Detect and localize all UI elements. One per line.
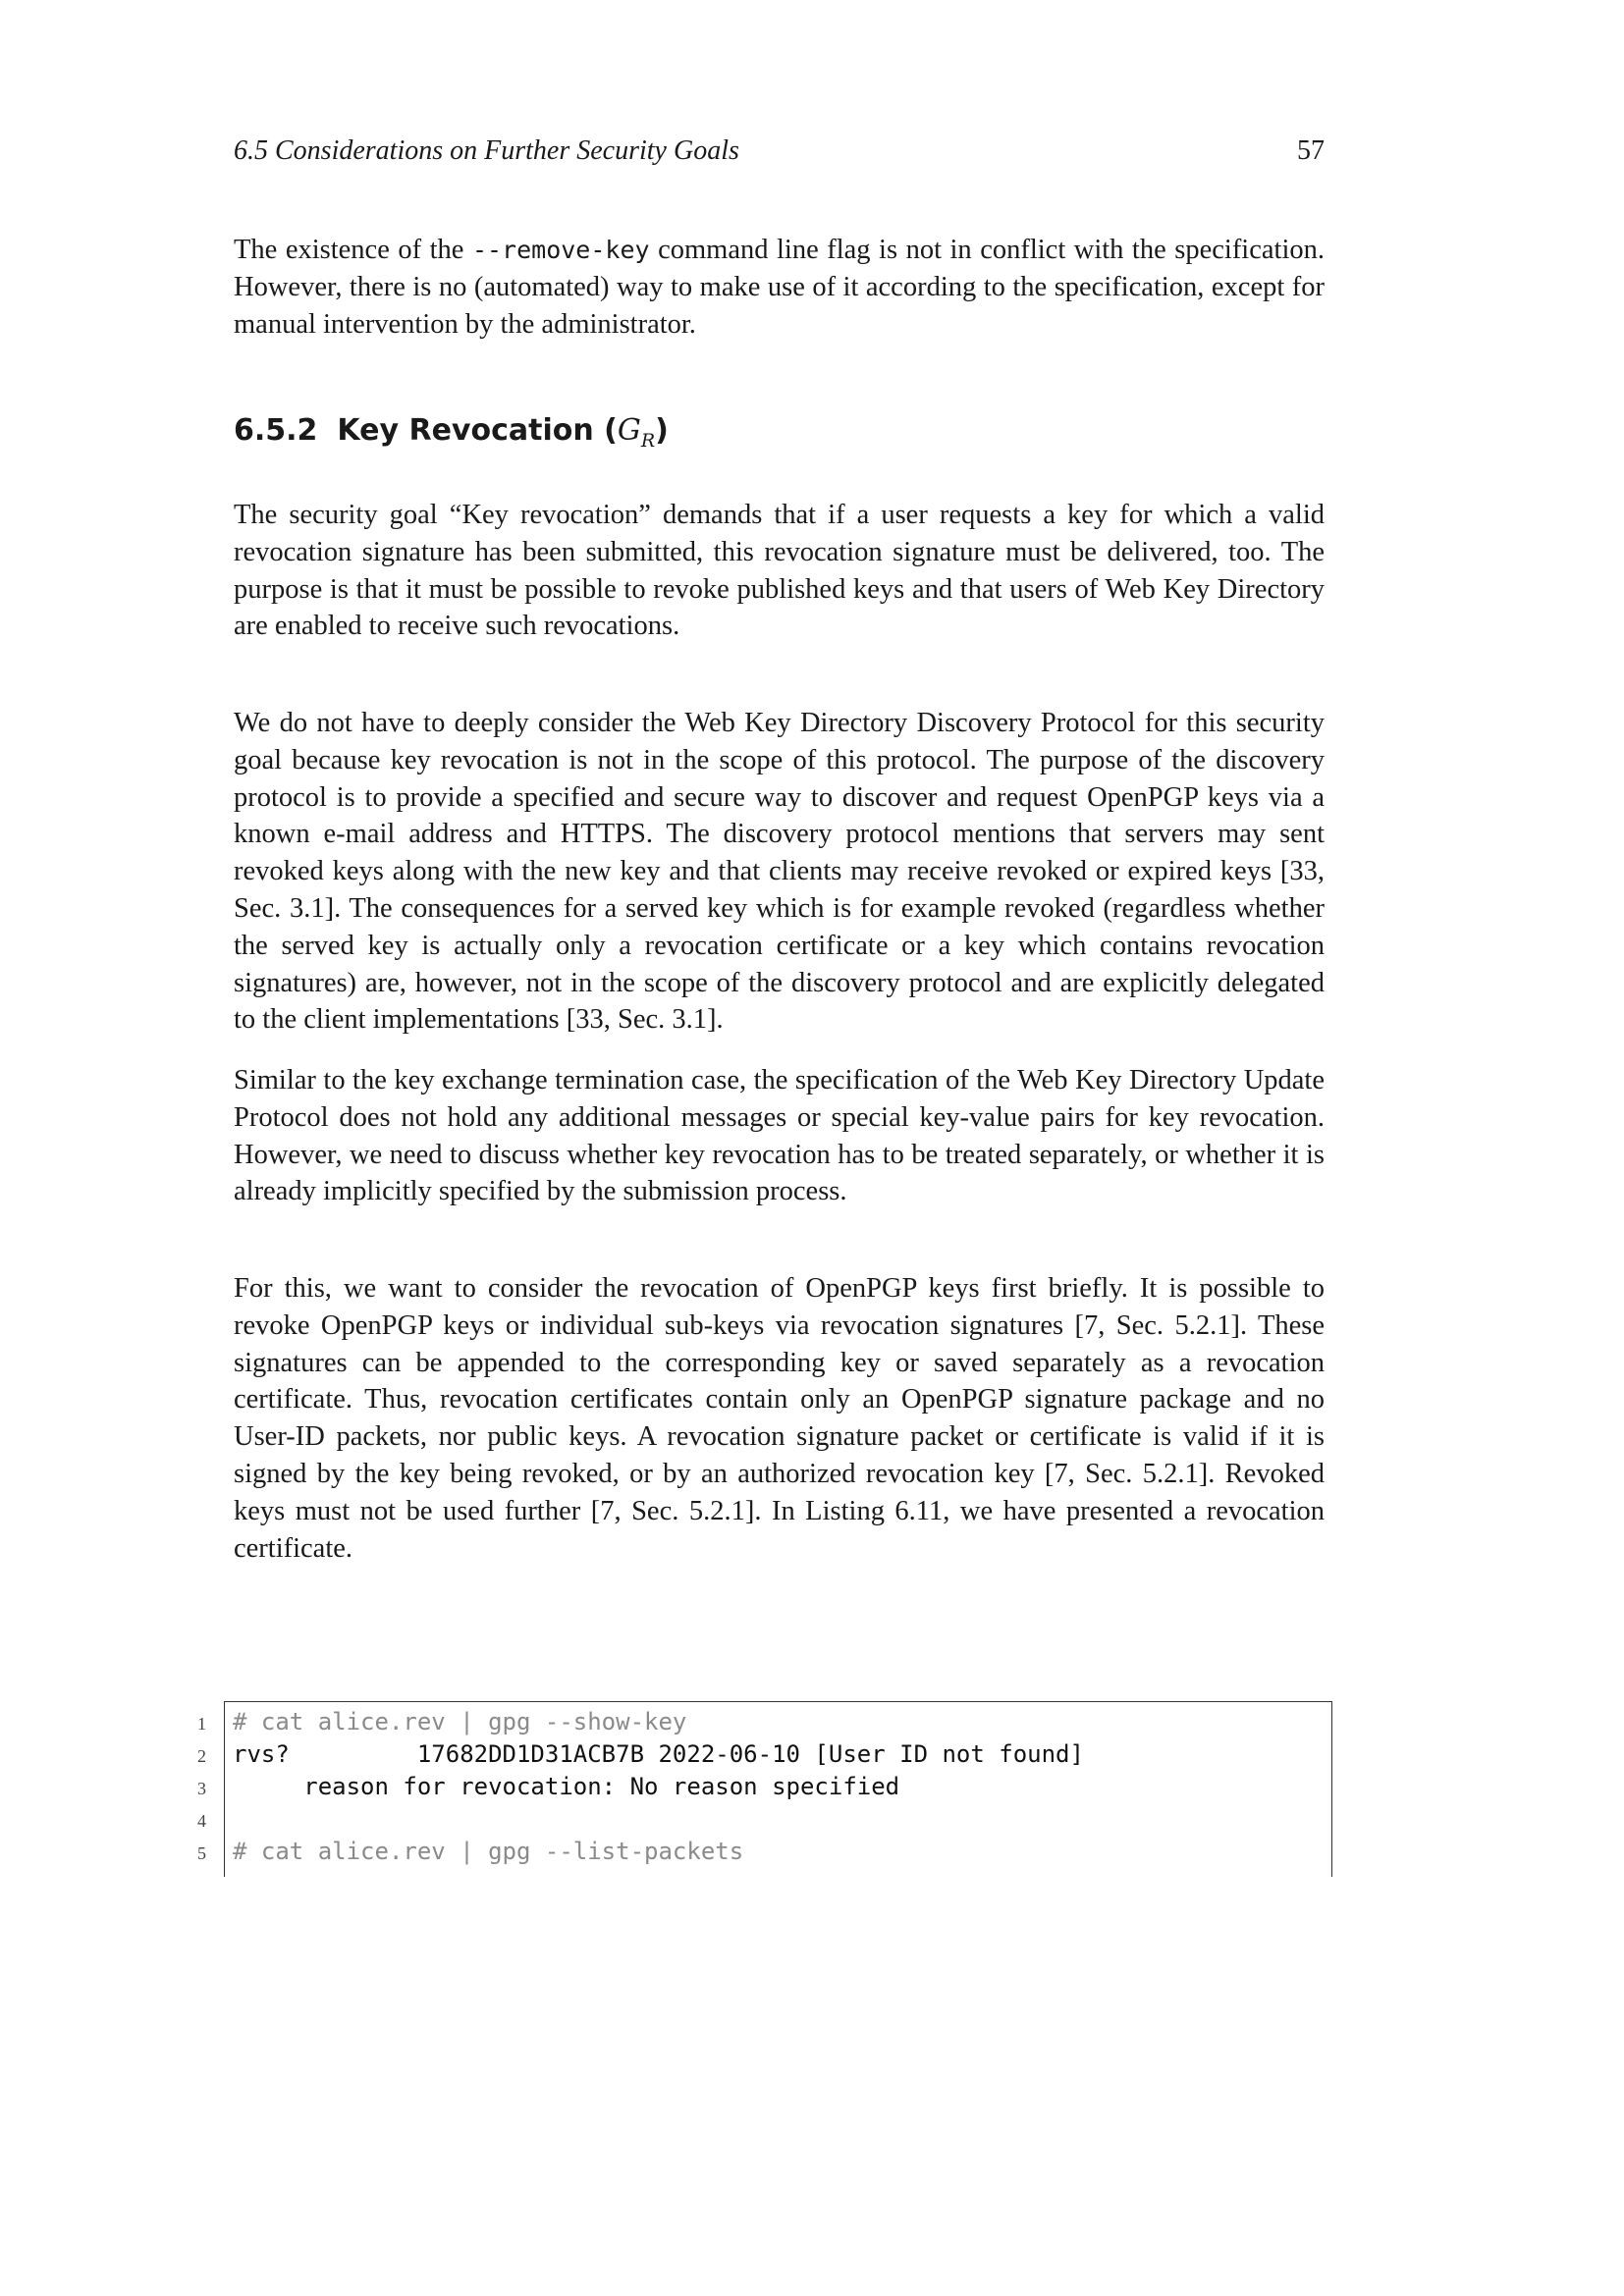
remove-key-flag: --remove-key: [471, 236, 650, 264]
goal-symbol: G: [617, 413, 641, 448]
code-line: [187, 1738, 1330, 1771]
line-number: 4: [197, 1811, 206, 1831]
code-line: [187, 1836, 1330, 1868]
paragraph-update-protocol: Similar to the key exchange termination case, the specification of the Web Key Directory Update Protocol does not hold any additional messages or special key-value pairs for key revocation. However, we need to discuss whether key revocation has to be treated separately, or whether it is already implicitly specified by the submission process.: [234, 1065, 1325, 1207]
code-listing: [187, 1701, 1335, 1876]
line-number: 3: [197, 1779, 206, 1798]
line-number: 2: [197, 1746, 206, 1766]
paragraph-discovery-protocol: We do not have to deeply consider the Web Key Directory Discovery Protocol for this security goal because key revocation is not in the scope of this protocol. The purpose of the discovery protocol is to provide a specified and secure way to discover and request OpenPGP keys via a known e-mail address and HTTPS. The discovery protocol mentions that servers may sent revoked keys along with the new key and that clients may receive revoked or expired keys [33, Sec. 3.1]. The consequences for a served key which is for example revoked (regardless whether the served key is actually only a revocation certificate or a key which contains revocation signatures) are, however, not in the scope of the discovery protocol and are explicitly delegated to the client implementations [33, Sec. 3.1].: [234, 708, 1325, 1036]
code-line: [187, 1706, 1330, 1738]
running-header: [234, 135, 1325, 175]
code-line: [187, 1803, 1330, 1836]
goal-subscript: R: [640, 430, 656, 452]
intro-paragraph: [234, 232, 1325, 343]
section-close: ): [655, 413, 669, 448]
running-title: 6.5 Considerations on Further Security Goals: [234, 135, 739, 166]
section-heading: [234, 413, 669, 452]
line-number: 1: [197, 1714, 206, 1734]
code-line: [187, 1771, 1330, 1803]
section-title: Key Revocation (: [337, 413, 618, 448]
intro-text-before: The existence of the: [234, 235, 472, 265]
code-text: # cat alice.rev | gpg --show-key: [233, 1708, 687, 1735]
page-number: 57: [1297, 135, 1325, 166]
code-text: reason for revocation: No reason specified: [233, 1773, 900, 1800]
code-text: rvs? 17682DD1D31ACB7B 2022-06-10 [User ID not found]: [233, 1740, 1084, 1768]
paragraph-revocation-overview: For this, we want to consider the revocation of OpenPGP keys first briefly. It is possible to revoke OpenPGP keys or individual sub-keys via revocation signatures [7, Sec. 5.2.1]. These signatures can be appended to the corresponding key or saved separately as a revocation certificate. Thus, revocation certificates contain only an OpenPGP signature package and no User-ID packets, nor public keys. A revocation signature packet or certificate is valid if it is signed by the key being revoked, or by an authorized revocation key [7, Sec. 5.2.1]. Revoked keys must not be used further [7, Sec. 5.2.1]. In Listing 6.11, we have presented a revocation certificate.: [234, 1273, 1325, 1564]
code-text: # cat alice.rev | gpg --list-packets: [233, 1838, 744, 1865]
intro-text-after: command line flag is not in conflict with the specification. However, there is no (automated) way to make use of it according to the specification, except for manual intervention by the administrator.: [234, 235, 1325, 340]
line-number: 5: [197, 1843, 206, 1863]
paragraph-goal-definition: The security goal “Key revocation” demands that if a user requests a key for which a valid revocation signature has been submitted, this revocation signature must be delivered, too. The purpose is that it must be possible to revoke published keys and that users of Web Key Directory are enabled to receive such revocations.: [234, 500, 1325, 642]
section-number: 6.5.2: [234, 413, 318, 448]
